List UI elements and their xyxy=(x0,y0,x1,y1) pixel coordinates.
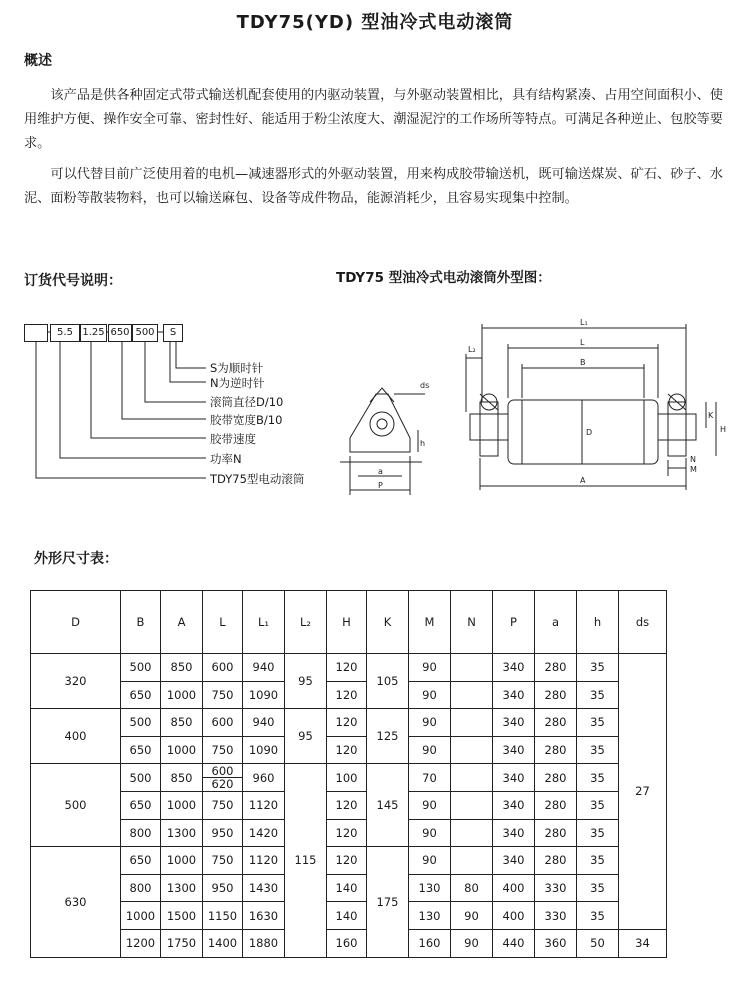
header-cell: a xyxy=(535,591,577,654)
cell: 35 xyxy=(577,654,619,682)
bracket-bore xyxy=(370,412,394,436)
table-row xyxy=(31,929,667,957)
cell: 1750 xyxy=(161,929,203,957)
cell-l-primary: 600 xyxy=(211,764,234,779)
code-label-belt-width: 胶带宽度B/10 xyxy=(210,413,283,427)
cell: 1000 xyxy=(121,902,161,930)
header-cell: K xyxy=(367,591,409,654)
cell: 90 xyxy=(409,791,451,819)
cell: 280 xyxy=(535,681,577,709)
cell: 750 xyxy=(203,681,243,709)
header-cell: D xyxy=(31,591,121,654)
header-cell: M xyxy=(409,591,451,654)
cell: 280 xyxy=(535,847,577,875)
cell-l-alternate: 620 xyxy=(203,777,242,790)
code-label-counterclockwise: N为逆时针 xyxy=(210,376,265,390)
cell-ds: 27 xyxy=(619,654,667,930)
cell: 35 xyxy=(577,764,619,792)
cell: 120 xyxy=(327,819,367,847)
cell: 120 xyxy=(327,847,367,875)
cell: 1090 xyxy=(243,736,285,764)
cell: 750 xyxy=(203,791,243,819)
dim-hh: H xyxy=(720,425,727,434)
cell: 1150 xyxy=(203,902,243,930)
cell: 100 xyxy=(327,764,367,792)
dim-a: a xyxy=(378,467,383,476)
cell-d: 400 xyxy=(31,709,121,764)
overview-paragraph-1: 该产品是供各种固定式带式输送机配套使用的内驱动装置，与外驱动装置相比，具有结构紧凑、占用空间面积小、使用维护方便、操作安全可靠、密封性好、能适用于粉尘浓度大、潮湿泥泞的工作场所等特点。可满足各种逆止、包胶等要求。 xyxy=(24,88,723,151)
cell-l-split xyxy=(203,764,243,792)
cell: 330 xyxy=(535,874,577,902)
cell: 340 xyxy=(493,764,535,792)
cell: 90 xyxy=(409,709,451,737)
cell: 130 xyxy=(409,874,451,902)
cell: 330 xyxy=(535,902,577,930)
cell xyxy=(451,791,493,819)
cell: 35 xyxy=(577,791,619,819)
cell-l2: 95 xyxy=(285,654,327,709)
dim-ds: ds xyxy=(420,381,430,390)
cell: 1630 xyxy=(243,902,285,930)
code-box-diameter: 650 xyxy=(108,324,132,342)
header-cell: ds xyxy=(619,591,667,654)
cell: 160 xyxy=(409,929,451,957)
cell: 850 xyxy=(161,709,203,737)
cell: 35 xyxy=(577,902,619,930)
cell: 90 xyxy=(409,654,451,682)
code-label-model: TDY75型电动滚筒 xyxy=(210,472,305,486)
cell: 1500 xyxy=(161,902,203,930)
cell-k: 125 xyxy=(367,709,409,764)
dim-h: h xyxy=(420,439,426,448)
cell: 440 xyxy=(493,929,535,957)
header-cell: h xyxy=(577,591,619,654)
cell: 800 xyxy=(121,819,161,847)
cell: 750 xyxy=(203,736,243,764)
code-label-clockwise: S为顺时针 xyxy=(210,361,264,375)
cell: 35 xyxy=(577,709,619,737)
cell-l2: 115 xyxy=(285,764,327,957)
cell: 500 xyxy=(121,654,161,682)
cell: 35 xyxy=(577,874,619,902)
cell: 850 xyxy=(161,764,203,792)
cell: 600 xyxy=(203,654,243,682)
cell: 90 xyxy=(409,819,451,847)
cell: 650 xyxy=(121,847,161,875)
table-heading: 外形尺寸表： xyxy=(34,551,118,567)
cell: 1000 xyxy=(161,681,203,709)
cell: 35 xyxy=(577,819,619,847)
cell: 120 xyxy=(327,791,367,819)
cell: 120 xyxy=(327,736,367,764)
cell: 1880 xyxy=(243,929,285,957)
dim-l1: L₁ xyxy=(580,318,588,327)
cell xyxy=(451,847,493,875)
cell-d: 630 xyxy=(31,847,121,957)
cell: 340 xyxy=(493,847,535,875)
cell: 360 xyxy=(535,929,577,957)
roller-shell xyxy=(508,400,658,464)
cell: 600 xyxy=(203,709,243,737)
cell: 650 xyxy=(121,736,161,764)
cell: 120 xyxy=(327,709,367,737)
cell: 340 xyxy=(493,709,535,737)
outline-drawing xyxy=(330,290,740,510)
code-box-belt-width: 500 xyxy=(132,324,158,342)
cell: 120 xyxy=(327,681,367,709)
cell: 340 xyxy=(493,681,535,709)
dim-l: L xyxy=(580,338,585,347)
header-cell: N xyxy=(451,591,493,654)
code-label-diameter: 滚筒直径D/10 xyxy=(210,395,284,409)
cell: 140 xyxy=(327,902,367,930)
cell: 1000 xyxy=(161,736,203,764)
dim-b: B xyxy=(580,358,586,367)
cell: 940 xyxy=(243,654,285,682)
cell: 500 xyxy=(121,764,161,792)
cell xyxy=(451,681,493,709)
cell: 280 xyxy=(535,654,577,682)
cell: 280 xyxy=(535,709,577,737)
table-row xyxy=(31,681,667,709)
cell: 950 xyxy=(203,819,243,847)
cell-k: 105 xyxy=(367,654,409,709)
table-row xyxy=(31,709,667,737)
table-row xyxy=(31,791,667,819)
order-code-diagram xyxy=(18,318,348,498)
table-row xyxy=(31,847,667,875)
header-cell: H xyxy=(327,591,367,654)
cell: 400 xyxy=(493,902,535,930)
header-cell: A xyxy=(161,591,203,654)
cell: 1120 xyxy=(243,847,285,875)
code-box-blank xyxy=(24,324,48,342)
dim-p: P xyxy=(378,481,383,490)
dim-k: K xyxy=(708,411,714,420)
cell xyxy=(451,764,493,792)
table-row xyxy=(31,654,667,682)
code-box-power: 5.5 xyxy=(50,324,80,342)
cell: 1430 xyxy=(243,874,285,902)
dimensions-table xyxy=(30,590,667,958)
cell: 1420 xyxy=(243,819,285,847)
overview-heading: 概述 xyxy=(24,53,52,69)
cell: 140 xyxy=(327,874,367,902)
table-row xyxy=(31,874,667,902)
table-header-row xyxy=(31,591,667,654)
cell: 280 xyxy=(535,764,577,792)
cell: 80 xyxy=(451,874,493,902)
cell: 90 xyxy=(451,929,493,957)
cell-d: 500 xyxy=(31,764,121,847)
cell: 120 xyxy=(327,654,367,682)
cell: 160 xyxy=(327,929,367,957)
code-label-belt-speed: 胶带速度 xyxy=(210,432,256,446)
cell: 90 xyxy=(409,681,451,709)
cell: 1000 xyxy=(161,847,203,875)
cell: 500 xyxy=(121,709,161,737)
header-cell: P xyxy=(493,591,535,654)
cell: 940 xyxy=(243,709,285,737)
code-label-power: 功率N xyxy=(210,452,242,466)
cell xyxy=(451,709,493,737)
cell: 850 xyxy=(161,654,203,682)
cell-k: 175 xyxy=(367,847,409,957)
cell: 340 xyxy=(493,654,535,682)
cell: 90 xyxy=(451,902,493,930)
dim-l2: L₂ xyxy=(468,345,476,354)
cell: 960 xyxy=(243,764,285,792)
cell: 400 xyxy=(493,874,535,902)
cell: 280 xyxy=(535,791,577,819)
cell-ds: 34 xyxy=(619,929,667,957)
cell: 1300 xyxy=(161,819,203,847)
cell: 1200 xyxy=(121,929,161,957)
cell: 1300 xyxy=(161,874,203,902)
header-cell: B xyxy=(121,591,161,654)
cell xyxy=(451,654,493,682)
cell: 650 xyxy=(121,791,161,819)
dim-aa: A xyxy=(580,476,586,485)
overview-paragraph-2: 可以代替目前广泛使用着的电机—减速器形式的外驱动装置，用来构成胶带输送机，既可输送煤炭、矿石、砂子、水泥、面粉等散装物料，也可以输送麻包、设备等成件物品，能源消耗少，且容易实现集中控制。 xyxy=(24,167,723,206)
cell: 280 xyxy=(535,819,577,847)
order-code-heading: 订货代号说明： xyxy=(24,273,122,289)
cell: 1000 xyxy=(161,791,203,819)
dim-n: N xyxy=(690,455,696,464)
code-box-direction: S xyxy=(163,324,183,342)
cell: 280 xyxy=(535,736,577,764)
cell: 340 xyxy=(493,791,535,819)
header-cell: L₁ xyxy=(243,591,285,654)
table-row xyxy=(31,736,667,764)
cell xyxy=(451,819,493,847)
page-title: TDY75(YD) 型油冷式电动滚筒 xyxy=(236,12,514,33)
bracket-side-view xyxy=(350,394,410,452)
cell xyxy=(451,736,493,764)
cell-d: 320 xyxy=(31,654,121,709)
cell: 1120 xyxy=(243,791,285,819)
cell: 90 xyxy=(409,736,451,764)
cell: 90 xyxy=(409,847,451,875)
dim-d: D xyxy=(586,428,593,437)
cell: 650 xyxy=(121,681,161,709)
header-cell: L₂ xyxy=(285,591,327,654)
cell: 35 xyxy=(577,736,619,764)
cell: 1090 xyxy=(243,681,285,709)
dim-m: M xyxy=(690,465,697,474)
cell: 130 xyxy=(409,902,451,930)
cell: 950 xyxy=(203,874,243,902)
cell: 70 xyxy=(409,764,451,792)
cell: 1400 xyxy=(203,929,243,957)
drawing-title: TDY75 型油冷式电动滚筒外型图： xyxy=(336,270,551,286)
cell-l2: 95 xyxy=(285,709,327,764)
cell: 800 xyxy=(121,874,161,902)
table-row xyxy=(31,764,667,792)
table-row xyxy=(31,902,667,930)
cell: 750 xyxy=(203,847,243,875)
cell: 35 xyxy=(577,847,619,875)
cell: 35 xyxy=(577,681,619,709)
cell: 340 xyxy=(493,736,535,764)
cell: 340 xyxy=(493,819,535,847)
header-cell: L xyxy=(203,591,243,654)
cell-k: 145 xyxy=(367,764,409,847)
table-row xyxy=(31,819,667,847)
code-box-speed: 1.25 xyxy=(80,324,107,342)
cell: 50 xyxy=(577,929,619,957)
